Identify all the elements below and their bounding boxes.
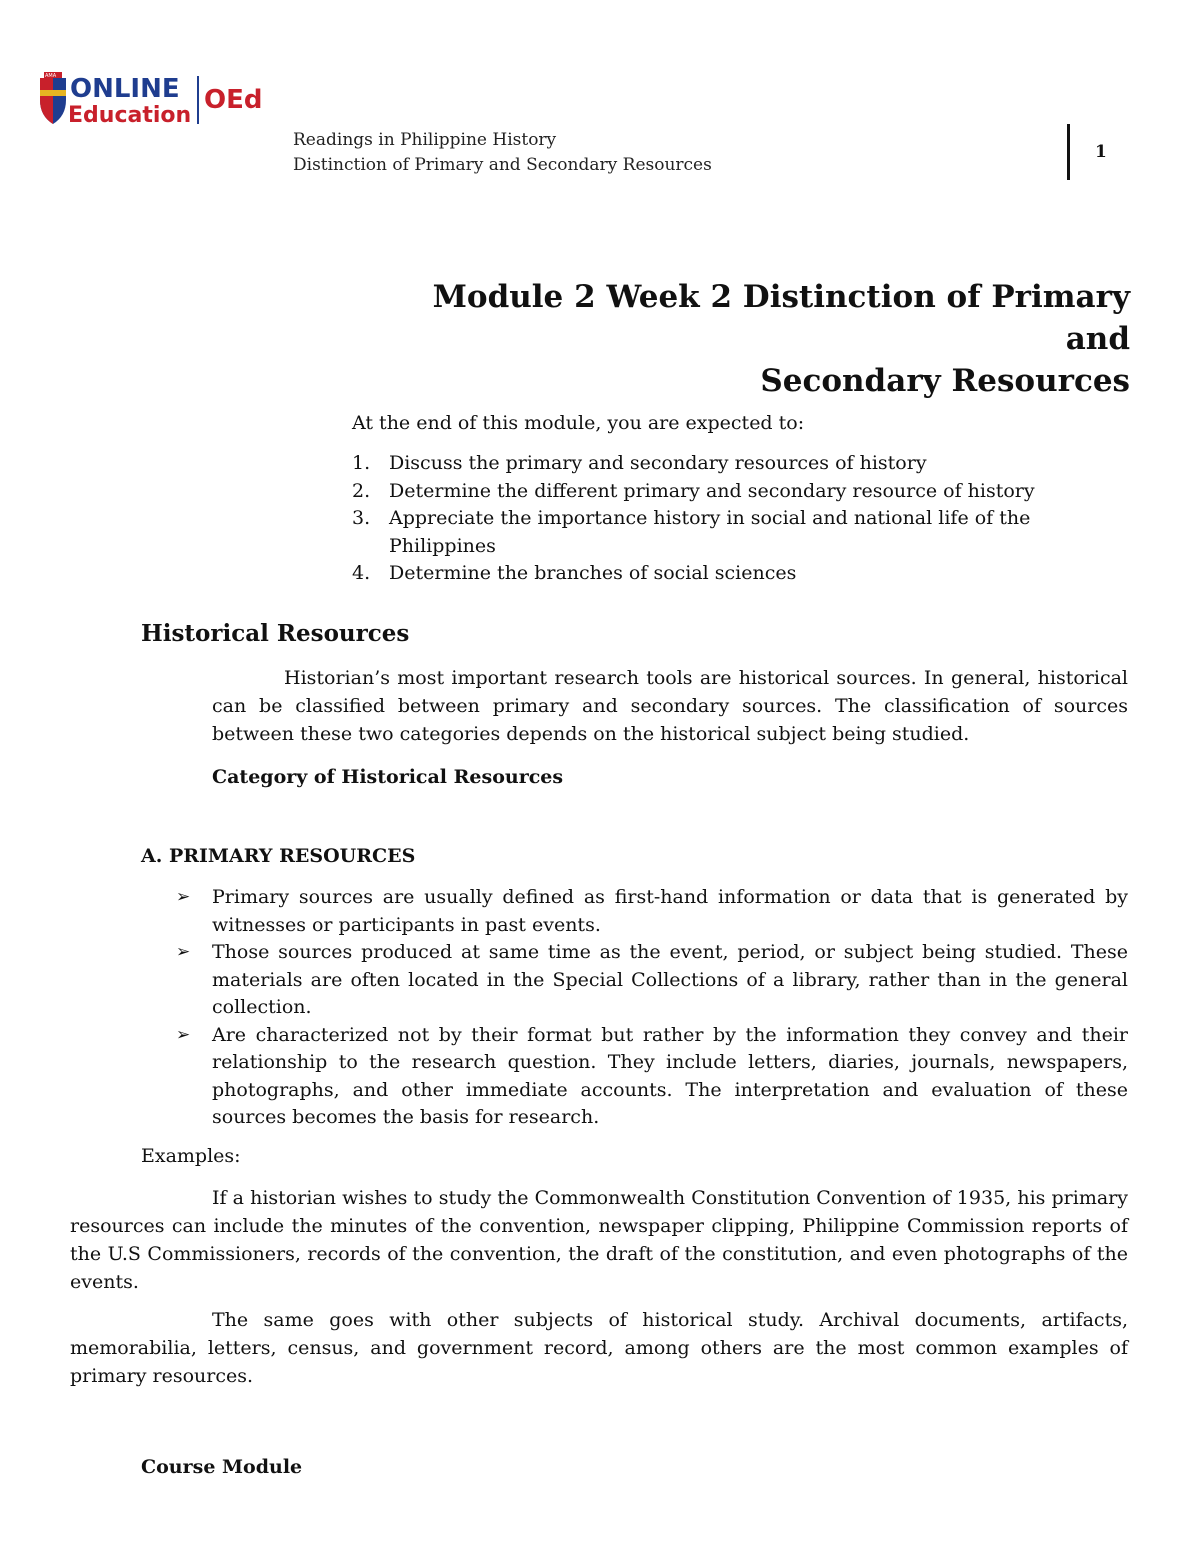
- logo-graphic: [36, 70, 276, 128]
- arrow-bullet-icon: ➢: [176, 887, 191, 907]
- objective-number: 4.: [352, 562, 371, 584]
- bullet-text: Primary sources are usually defined as first-hand information or data that is generated by witnesses or participants in past events.: [212, 886, 1128, 936]
- primary-bullet: [172, 884, 1128, 939]
- logo-line2: Education: [68, 103, 192, 128]
- arrow-bullet-icon: ➢: [176, 1024, 191, 1045]
- logo-line1: ONLINE: [70, 74, 180, 104]
- objective-text: Discuss the primary and secondary resources of history: [389, 452, 927, 474]
- header-course: Readings in Philippine History: [293, 130, 557, 150]
- objective-text: Determine the different primary and secondary resource of history: [389, 479, 1035, 502]
- page-number: 1: [1095, 142, 1107, 162]
- module-title: [370, 276, 1130, 402]
- objective-item: [352, 450, 1072, 478]
- svg-text:AMA: AMA: [45, 73, 57, 79]
- arrow-bullet-icon: ➢: [176, 942, 191, 962]
- objective-number: 2.: [352, 479, 371, 502]
- examples-label: Examples:: [141, 1145, 241, 1167]
- header-divider: [1067, 124, 1070, 180]
- primary-resources-heading: A. PRIMARY RESOURCES: [141, 845, 416, 867]
- historical-resources-paragraph: Historian’s most important research tools are historical sources. In general, historical can be classified between primary and secondary sources. The classification of sources between these two categories depends on the historical subject being studied.: [212, 667, 1128, 745]
- bullet-text: Those sources produced at same time as the event, period, or subject being studied. These materials are often located in the Special Collections of a library, rather than in the general collection.: [212, 941, 1128, 1018]
- footer-course-module: Course Module: [141, 1456, 303, 1478]
- examples-paragraph-2: The same goes with other subjects of historical study. Archival documents, artifacts, memorabilia, letters, census, and government record, among others are the most common examples of primary resources.: [70, 1309, 1128, 1387]
- primary-bullet: [172, 939, 1128, 1022]
- objectives-list: [352, 450, 1072, 588]
- objective-number: 1.: [352, 452, 371, 474]
- objective-item: [352, 505, 1072, 560]
- objective-text: Determine the branches of social sciences: [389, 562, 797, 584]
- objective-item: [352, 560, 1072, 588]
- objective-text: Appreciate the importance history in social and national life of the Philippines: [389, 507, 1031, 557]
- objective-number: 3.: [352, 507, 371, 529]
- objective-item: [352, 478, 1072, 506]
- title-line2: Secondary Resources: [760, 363, 1130, 399]
- primary-bullet-list: [172, 884, 1128, 1132]
- examples-paragraph-1: If a historian wishes to study the Commonwealth Constitution Convention of 1935, his primary resources can include the minutes of the convention, newspaper clipping, Philippine Commission reports of the U.S Commissioners, records of the convention, the draft of the constitution, and even photographs of the events.: [70, 1187, 1128, 1293]
- bullet-text: Are characterized not by their format but rather by the information they convey and their relationship to the research question. They include letters, diaries, journals, newspapers, photographs, and other immediate accounts. The interpretation and evaluation of these sources becomes the basis for research.: [212, 1023, 1128, 1128]
- category-heading: Category of Historical Resources: [212, 766, 564, 788]
- header-topic: Distinction of Primary and Secondary Resources: [293, 155, 712, 175]
- logo-abbr: OEd: [204, 85, 263, 115]
- primary-bullet: [172, 1022, 1128, 1132]
- online-education-logo: [36, 70, 276, 128]
- historical-resources-heading: Historical Resources: [141, 620, 410, 647]
- title-line1: Module 2 Week 2 Distinction of Primary and: [432, 279, 1130, 357]
- page-header: [293, 128, 712, 178]
- objectives-intro: At the end of this module, you are expected to:: [352, 412, 805, 434]
